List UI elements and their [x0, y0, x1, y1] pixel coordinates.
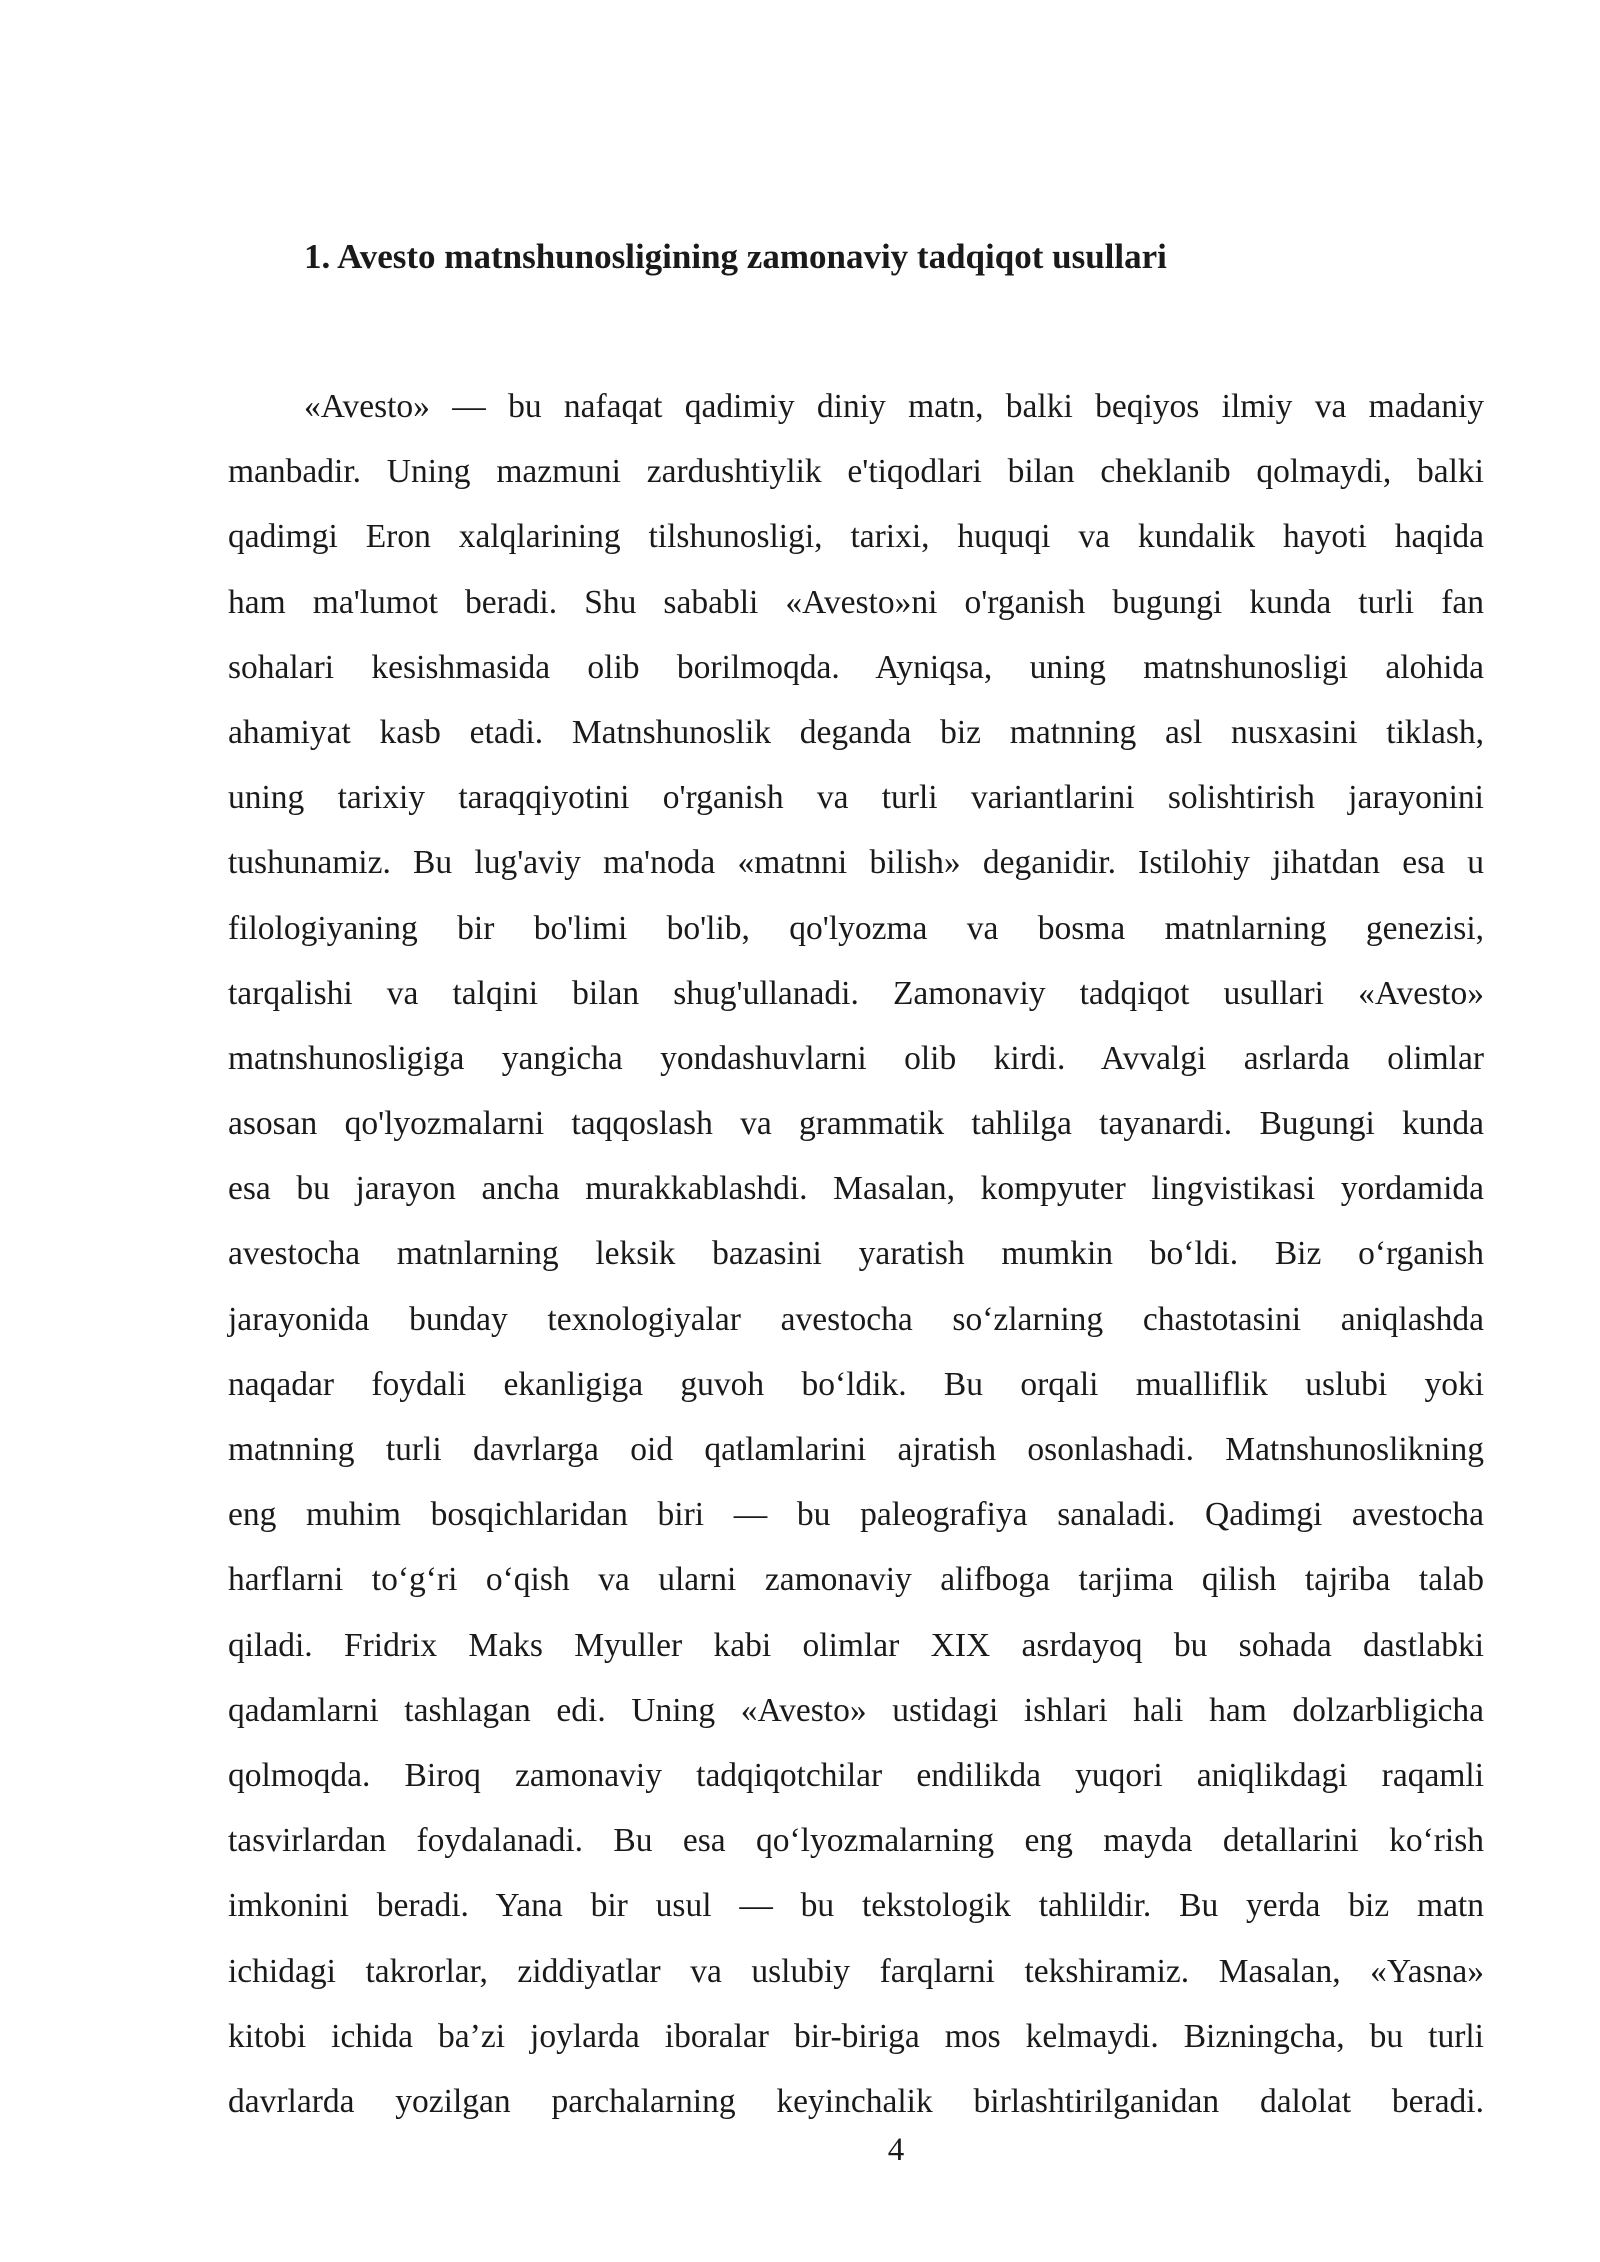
- paragraph-line: avestocha matnlarning leksik bazasini yaratish mumkin bo‘ldi. Biz o‘rganish: [228, 1235, 1484, 1273]
- paragraph-line: tushunamiz. Bu lug'aviy ma'noda «matnni bilish» deganidir. Istilohiy jihatdan esa u: [228, 844, 1484, 882]
- paragraph-line: eng muhim bosqichlaridan biri — bu paleografiya sanaladi. Qadimgi avestocha: [228, 1496, 1484, 1534]
- paragraph-line: ahamiyat kasb etadi. Matnshunoslik deganda biz matnning asl nusxasini tiklash,: [228, 713, 1484, 751]
- paragraph-line: imkonini beradi. Yana bir usul — bu tekstologik tahlildir. Bu yerda biz matn: [228, 1887, 1484, 1925]
- paragraph-line: tasvirlardan foydalanadi. Bu esa qo‘lyozmalarning eng mayda detallarini ko‘rish: [228, 1822, 1484, 1860]
- paragraph-line: qolmoqda. Biroq zamonaviy tadqiqotchilar endilikda yuqori aniqlikdagi raqamli: [228, 1756, 1484, 1794]
- paragraph-line: uning tarixiy taraqqiyotini o'rganish va turli variantlarini solishtirish jarayonini: [228, 779, 1484, 817]
- paragraph-line: matnshunosligiga yangicha yondashuvlarni olib kirdi. Avvalgi asrlarda olimlar: [228, 1039, 1484, 1077]
- body-paragraph: [228, 374, 1484, 2134]
- section-heading: 1. Avesto matnshunosligining zamonaviy tadqiqot usullari: [304, 237, 1167, 276]
- paragraph-line: ichidagi takrorlar, ziddiyatlar va uslubiy farqlarni tekshiramiz. Masalan, «Yasna»: [228, 1952, 1484, 1990]
- page-number: 4: [887, 2132, 905, 2168]
- paragraph-line: qadamlarni tashlagan edi. Uning «Avesto» ustidagi ishlari hali ham dolzarbligicha: [228, 1691, 1484, 1729]
- paragraph-line: tarqalishi va talqini bilan shug'ullanadi. Zamonaviy tadqiqot usullari «Avesto»: [228, 974, 1484, 1012]
- paragraph-line: qiladi. Fridrix Maks Myuller kabi olimlar XIX asrdayoq bu sohada dastlabki: [228, 1626, 1484, 1664]
- paragraph-line: qadimgi Eron xalqlarining tilshunosligi, tarixi, huquqi va kundalik hayoti haqida: [228, 518, 1484, 556]
- paragraph-line: davrlarda yozilgan parchalarning keyinchalik birlashtirilganidan dalolat beradi.: [228, 2082, 1484, 2120]
- paragraph-line: esa bu jarayon ancha murakkablashdi. Masalan, kompyuter lingvistikasi yordamida: [228, 1170, 1484, 1208]
- paragraph-line: naqadar foydali ekanligiga guvoh bo‘ldik. Bu orqali mualliflik uslubi yoki: [228, 1365, 1484, 1403]
- paragraph-line: manbadir. Uning mazmuni zardushtiylik e'tiqodlari bilan cheklanib qolmaydi, balki: [228, 453, 1484, 491]
- paragraph-line: matnning turli davrlarga oid qatlamlarini ajratish osonlashadi. Matnshunoslikning: [228, 1431, 1484, 1468]
- paragraph-line: filologiyaning bir bo'limi bo'lib, qo'lyozma va bosma matnlarning genezisi,: [228, 909, 1484, 947]
- paragraph-line: «Avesto» — bu nafaqat qadimiy diniy matn, balki beqiyos ilmiy va madaniy: [304, 388, 1484, 425]
- paragraph-line: sohalari kesishmasida olib borilmoqda. Ayniqsa, uning matnshunosligi alohida: [228, 648, 1484, 686]
- paragraph-line: kitobi ichida ba’zi joylarda iboralar bir-biriga mos kelmaydi. Bizningcha, bu turli: [228, 2017, 1484, 2055]
- paragraph-line: jarayonida bunday texnologiyalar avestocha so‘zlarning chastotasini aniqlashda: [228, 1300, 1484, 1338]
- paragraph-line: asosan qo'lyozmalarni taqqoslash va grammatik tahlilga tayanardi. Bugungi kunda: [228, 1105, 1484, 1143]
- paragraph-line: harflarni to‘g‘ri o‘qish va ularni zamonaviy alifboga tarjima qilish tajriba talab: [228, 1561, 1484, 1599]
- paragraph-line: ham ma'lumot beradi. Shu sababli «Avesto»ni o'rganish bugungi kunda turli fan: [228, 583, 1484, 621]
